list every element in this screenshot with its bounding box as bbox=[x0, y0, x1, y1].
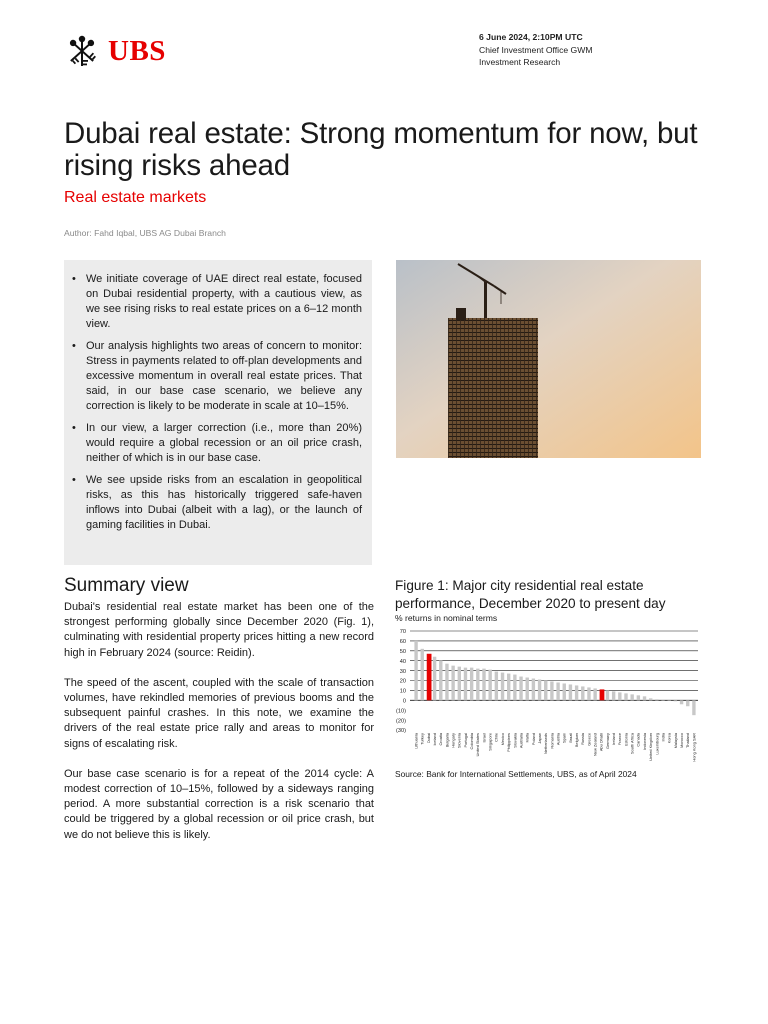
x-tick-label: Israel bbox=[481, 733, 487, 743]
x-tick-label: Australia bbox=[518, 733, 524, 749]
key-points-list bbox=[72, 272, 362, 533]
y-tick-label: 60 bbox=[399, 639, 406, 646]
x-tick-label: Bulgaria bbox=[444, 733, 450, 748]
bar bbox=[526, 678, 529, 701]
x-tick-label: Dubai bbox=[425, 733, 431, 744]
x-tick-label: Japan bbox=[536, 733, 542, 744]
bar bbox=[495, 672, 498, 701]
x-tick-label: Abu Dhabi bbox=[598, 733, 604, 752]
x-tick-label: Lithuania bbox=[413, 733, 419, 749]
y-tick-label: 20 bbox=[399, 678, 406, 685]
x-tick-label: Luxembourg bbox=[654, 733, 660, 755]
x-tick-label: Thailand bbox=[685, 733, 691, 748]
bar bbox=[643, 696, 646, 700]
key-point: • We see upside risks from an escalation in geopolitical risks, as this has historically triggered safe-haven inflows into Dubai (albeit with a lag), or the launch of gaming facilities in Dubai. bbox=[72, 473, 362, 533]
bar bbox=[507, 674, 510, 701]
x-tick-label: Chile bbox=[493, 733, 499, 742]
bar bbox=[482, 669, 485, 701]
bar bbox=[606, 690, 609, 700]
bar bbox=[476, 669, 479, 701]
key-point: • We initiate coverage of UAE direct real estate, focused on Dubai residential property, with a cautious view, as we see rising risks to real estate prices on a 6–12 month view. bbox=[72, 272, 362, 332]
x-tick-label: Russia bbox=[580, 733, 586, 745]
x-tick-label: Iceland bbox=[432, 733, 438, 746]
x-tick-label: New Zealand bbox=[592, 733, 598, 756]
publish-date: 6 June 2024, 2:10PM UTC bbox=[479, 32, 583, 42]
bar bbox=[674, 700, 677, 701]
bar bbox=[414, 641, 417, 700]
bar bbox=[575, 685, 578, 700]
bar bbox=[538, 680, 541, 701]
report-meta bbox=[479, 31, 593, 69]
key-point: • In our view, a larger correction (i.e., more than 20%) would require a global recession or an oil price crash, neither of which is in our base case. bbox=[72, 421, 362, 466]
x-tick-label: Hungary bbox=[450, 733, 456, 748]
x-tick-label: France bbox=[617, 733, 623, 746]
bar bbox=[624, 693, 627, 700]
x-tick-label: Estonia bbox=[623, 733, 629, 746]
x-tick-label: Portugal bbox=[462, 733, 468, 748]
x-tick-label: Hong Kong SAR bbox=[691, 733, 697, 762]
x-tick-label: United States bbox=[475, 733, 481, 757]
x-tick-label: Greece bbox=[586, 733, 592, 746]
bar bbox=[637, 695, 640, 700]
summary-paragraph: Dubai's residential real estate market has been one of the strongest performing globally since December 2020 (Fig. 1), culminating with residential property prices hitting a new record high in February 2024 (source: Reidin). bbox=[64, 601, 374, 659]
summary-paragraph: The speed of the ascent, coupled with the scale of transaction volumes, have rekindled memories of previous booms and the subsequent painful crashes. In this note, we examine the drivers of the real estate price rally and areas to monitor for signs of escalating risk. bbox=[64, 676, 374, 750]
chart-canvas bbox=[388, 624, 704, 769]
bar bbox=[513, 675, 516, 701]
figure-units: % returns in nominal terms bbox=[395, 613, 498, 623]
x-tick-label: Austria bbox=[555, 733, 561, 746]
y-tick-label: 40 bbox=[399, 658, 406, 665]
x-tick-label: Romania bbox=[549, 733, 555, 749]
bar bbox=[445, 664, 448, 701]
x-tick-label: Mexico bbox=[499, 733, 505, 746]
figure-source: Source: Bank for International Settlements, UBS, as of April 2024 bbox=[395, 769, 637, 779]
y-tick-label: (30) bbox=[396, 728, 406, 735]
summary-paragraph: Our base case scenario is for a repeat of the 2014 cycle: A modest correction of 10–15%, followed by a sideways ranging period. A more substantial correction is a risk scenario that could be triggered by a global recession or oil price crash, but we do not believe this is likely. bbox=[64, 767, 374, 841]
bar bbox=[686, 700, 689, 706]
x-tick-label: Croatia bbox=[438, 733, 444, 746]
bar bbox=[451, 666, 454, 701]
bar bbox=[661, 700, 664, 701]
y-tick-label: 70 bbox=[399, 629, 406, 636]
x-tick-label: Turkey bbox=[419, 733, 425, 745]
bar bbox=[587, 687, 590, 700]
department-name: Investment Research bbox=[479, 57, 561, 67]
page-title: Dubai real estate: Strong momentum for now, but rising risks ahead bbox=[64, 117, 698, 182]
bar bbox=[488, 670, 491, 701]
bar bbox=[501, 673, 504, 701]
bar bbox=[593, 688, 596, 700]
y-tick-label: (10) bbox=[396, 708, 406, 715]
x-tick-label: Morocco bbox=[678, 733, 684, 748]
bar bbox=[692, 700, 695, 715]
x-tick-label: Ireland bbox=[611, 733, 617, 745]
keys-icon bbox=[64, 33, 100, 69]
x-tick-label: Germany bbox=[604, 733, 610, 749]
bar bbox=[427, 654, 432, 701]
x-tick-label: Poland bbox=[530, 733, 536, 746]
bar bbox=[630, 694, 633, 700]
bar bbox=[612, 691, 615, 700]
x-tick-label: Korea bbox=[666, 733, 672, 744]
bar bbox=[581, 686, 584, 700]
x-tick-label: Slovenia bbox=[456, 733, 462, 748]
key-point: • Our analysis highlights two areas of concern to monitor: Stress in payments related to off-plan developments and excessive momentum in overall real estate prices. That said, in our base case scenario, we believe any correction is likely to be moderate in scale at 10–15%. bbox=[72, 339, 362, 414]
x-tick-label: Indonesia bbox=[641, 733, 647, 750]
bar bbox=[655, 699, 658, 700]
bar bbox=[532, 679, 535, 701]
bar bbox=[433, 657, 436, 701]
bar bbox=[569, 684, 572, 700]
brand-name: UBS bbox=[108, 34, 166, 67]
x-tick-label: Netherlands bbox=[543, 733, 549, 754]
author-line: Author: Fahd Iqbal, UBS AG Dubai Branch bbox=[64, 228, 226, 238]
x-tick-label: Slovakia bbox=[512, 733, 518, 748]
summary-heading: Summary view bbox=[64, 575, 189, 596]
x-tick-label: Philippines bbox=[506, 733, 512, 752]
ubs-logo bbox=[64, 33, 166, 69]
bar bbox=[680, 700, 683, 704]
y-tick-label: 10 bbox=[399, 688, 406, 695]
bar bbox=[618, 692, 621, 700]
x-tick-label: Brazil bbox=[567, 733, 573, 743]
x-tick-label: United Kingdom bbox=[648, 733, 654, 761]
bar bbox=[470, 668, 473, 701]
x-tick-label: Colombia bbox=[469, 733, 475, 750]
bar bbox=[600, 689, 605, 700]
x-tick-label: Malta bbox=[524, 733, 530, 743]
figure-title: Figure 1: Major city residential real estate performance, December 2020 to present day bbox=[395, 578, 666, 611]
x-tick-label: Malaysia bbox=[672, 733, 678, 749]
bar bbox=[649, 698, 652, 700]
x-tick-label: South Africa bbox=[629, 733, 635, 754]
bar bbox=[668, 700, 671, 701]
construction-photo bbox=[396, 260, 701, 458]
bar bbox=[563, 683, 566, 700]
bar-chart bbox=[388, 624, 704, 769]
bar bbox=[550, 681, 553, 700]
office-name: Chief Investment Office GWM bbox=[479, 44, 593, 55]
summary-body bbox=[64, 600, 374, 858]
bar bbox=[519, 677, 522, 701]
x-tick-label: India bbox=[660, 733, 666, 742]
bar bbox=[464, 668, 467, 701]
y-tick-label: (20) bbox=[396, 718, 406, 725]
x-tick-label: Spain bbox=[561, 733, 567, 743]
bar bbox=[544, 681, 547, 701]
bar bbox=[458, 667, 461, 701]
y-tick-label: 0 bbox=[402, 698, 406, 705]
y-tick-label: 30 bbox=[399, 668, 406, 675]
bar bbox=[421, 649, 424, 700]
key-points-box bbox=[64, 260, 372, 565]
page-subtitle: Real estate markets bbox=[64, 189, 207, 206]
x-tick-label: Canada bbox=[635, 733, 641, 747]
y-tick-label: 50 bbox=[399, 649, 406, 655]
bar bbox=[556, 682, 559, 700]
x-tick-label: Belgium bbox=[574, 733, 580, 748]
bar bbox=[439, 661, 442, 701]
x-tick-label: Singapore bbox=[487, 733, 493, 751]
